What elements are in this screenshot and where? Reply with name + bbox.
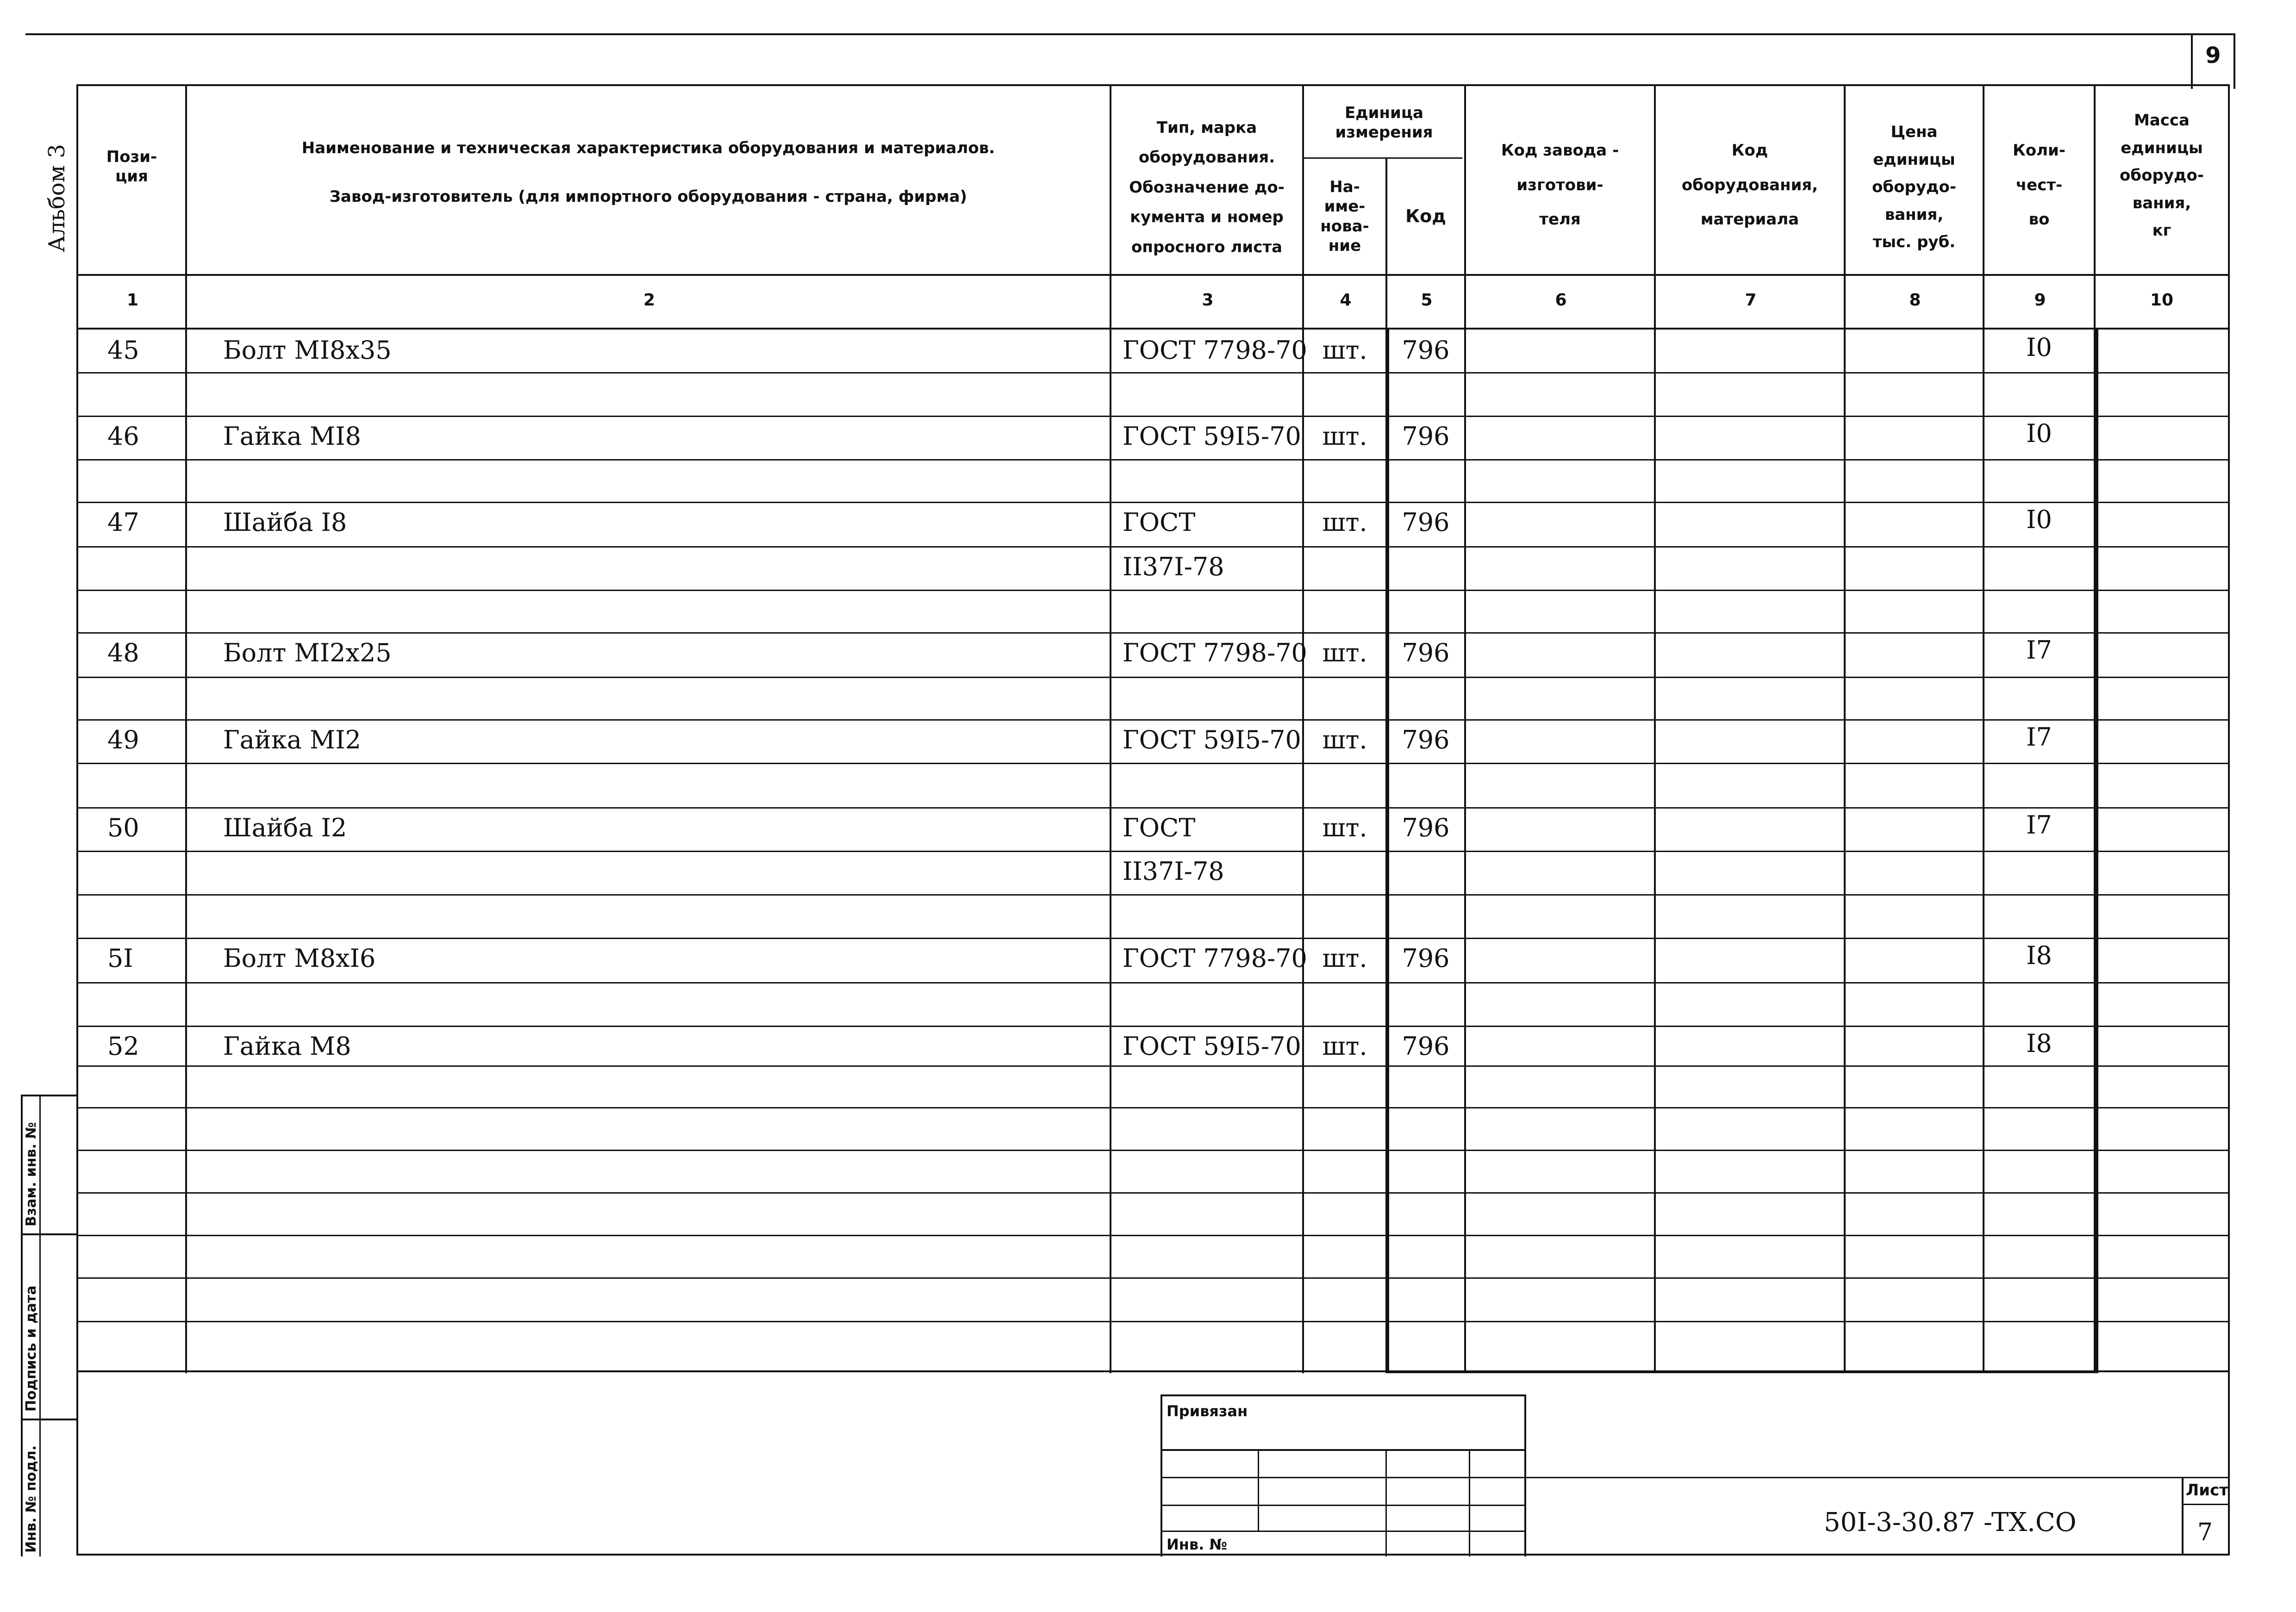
document-designation: 50I-3-30.87 -TX.CO — [1824, 1507, 2077, 1537]
quantity-cell: I0 — [2026, 505, 2052, 534]
unit-code-cell: 796 — [1402, 422, 1450, 451]
unit-cell: шт. — [1322, 944, 1367, 973]
quantity-cell: I7 — [2026, 722, 2052, 752]
side-label-original-inv: Инв. № подл. — [23, 1445, 39, 1553]
column-number: 1 — [126, 291, 139, 310]
unit-cell: шт. — [1322, 1032, 1367, 1061]
unit-code-cell: 796 — [1402, 725, 1450, 754]
header-name-line2: Завод-изготовитель (для импортного оборудования - страна, фирма) — [329, 187, 967, 206]
document-cell: ГОСТ 59I5-70 — [1123, 1032, 1301, 1061]
position-cell: 49 — [107, 725, 139, 754]
header-unit-code: Код — [1405, 205, 1446, 226]
unit-cell: шт. — [1322, 725, 1367, 754]
position-cell: 5I — [107, 944, 133, 973]
document-cell: ГОСТ 7798-70 — [1123, 944, 1307, 973]
unit-cell: шт. — [1322, 508, 1367, 537]
column-number: 5 — [1421, 291, 1433, 310]
position-cell: 52 — [107, 1032, 139, 1061]
document-cell: ГОСТ 59I5-70 — [1123, 422, 1301, 451]
document-cell: ГОСТ — [1123, 508, 1196, 537]
header-unit-name: На- име- нова- ние — [1320, 177, 1369, 255]
quantity-cell: I8 — [2026, 941, 2052, 970]
unit-cell: шт. — [1322, 422, 1367, 451]
bound-label: Привязан — [1167, 1402, 1248, 1420]
header-unit: Единица измерения — [1335, 103, 1433, 142]
position-cell: 45 — [107, 336, 139, 365]
document-cell: ГОСТ 7798-70 — [1123, 638, 1307, 667]
unit-code-cell: 796 — [1402, 336, 1450, 365]
sheet-label: Лист — [2186, 1481, 2228, 1500]
unit-code-cell: 796 — [1402, 1032, 1450, 1061]
side-label-signature-date: Подпись и дата — [23, 1285, 39, 1412]
quantity-cell: I0 — [2026, 333, 2052, 362]
inventory-number-label: Инв. № — [1167, 1536, 1227, 1553]
column-number: 6 — [1555, 291, 1567, 310]
unit-code-cell: 796 — [1402, 813, 1450, 842]
album-label: Альбом 3 — [44, 144, 70, 252]
header-quantity: Коли- чест- во — [2013, 141, 2065, 229]
column-number: 7 — [1745, 291, 1757, 310]
column-number: 8 — [1909, 291, 1921, 310]
name-cell: Болт МI8х35 — [223, 336, 392, 365]
document-cell: ГОСТ — [1123, 813, 1196, 842]
unit-cell: шт. — [1322, 638, 1367, 667]
name-cell: Гайка МI8 — [223, 422, 362, 451]
header-price: Цена единицы оборудо- вания, тыс. руб. — [1872, 123, 1956, 252]
header-position: Пози- ция — [106, 147, 157, 186]
header-type-doc: Тип, марка оборудования. Обозначение до- кумента и номер опросного листа — [1129, 118, 1285, 256]
name-cell: Гайка МI2 — [223, 725, 362, 754]
unit-code-cell: 796 — [1402, 944, 1450, 973]
column-number: 10 — [2150, 291, 2174, 310]
top-sheet-number: 9 — [2205, 43, 2221, 68]
column-number: 9 — [2034, 291, 2046, 310]
column-number: 4 — [1340, 291, 1352, 310]
column-number: 2 — [643, 291, 655, 310]
unit-code-cell: 796 — [1402, 508, 1450, 537]
position-cell: 48 — [107, 638, 139, 667]
document-cell-cont: II37I-78 — [1123, 552, 1224, 581]
quantity-cell: I7 — [2026, 810, 2052, 840]
document-cell-cont: II37I-78 — [1123, 857, 1224, 886]
quantity-cell: I8 — [2026, 1029, 2052, 1058]
side-label-replace-inv: Взам. инв. № — [23, 1122, 39, 1226]
document-cell: ГОСТ 7798-70 — [1123, 336, 1307, 365]
quantity-cell: I7 — [2026, 635, 2052, 665]
header-equipment-code: Код оборудования, материала — [1681, 141, 1818, 229]
name-cell: Шайба I8 — [223, 508, 347, 537]
header-maker-code: Код завода - изготови- теля — [1501, 141, 1619, 229]
column-number: 3 — [1202, 291, 1214, 310]
sheet-number: 7 — [2197, 1519, 2213, 1546]
name-cell: Болт М8хI6 — [223, 944, 376, 973]
name-cell: Гайка М8 — [223, 1032, 351, 1061]
name-cell: Болт МI2х25 — [223, 638, 392, 667]
position-cell: 46 — [107, 422, 139, 451]
position-cell: 50 — [107, 813, 139, 842]
document-cell: ГОСТ 59I5-70 — [1123, 725, 1301, 754]
unit-cell: шт. — [1322, 336, 1367, 365]
header-name-line1: Наименование и техническая характеристика оборудования и материалов. — [301, 138, 995, 157]
quantity-cell: I0 — [2026, 419, 2052, 448]
unit-code-cell: 796 — [1402, 638, 1450, 667]
unit-cell: шт. — [1322, 813, 1367, 842]
position-cell: 47 — [107, 508, 139, 537]
header-mass: Масса единицы оборудо- вания, кг — [2120, 111, 2204, 240]
name-cell: Шайба I2 — [223, 813, 347, 842]
